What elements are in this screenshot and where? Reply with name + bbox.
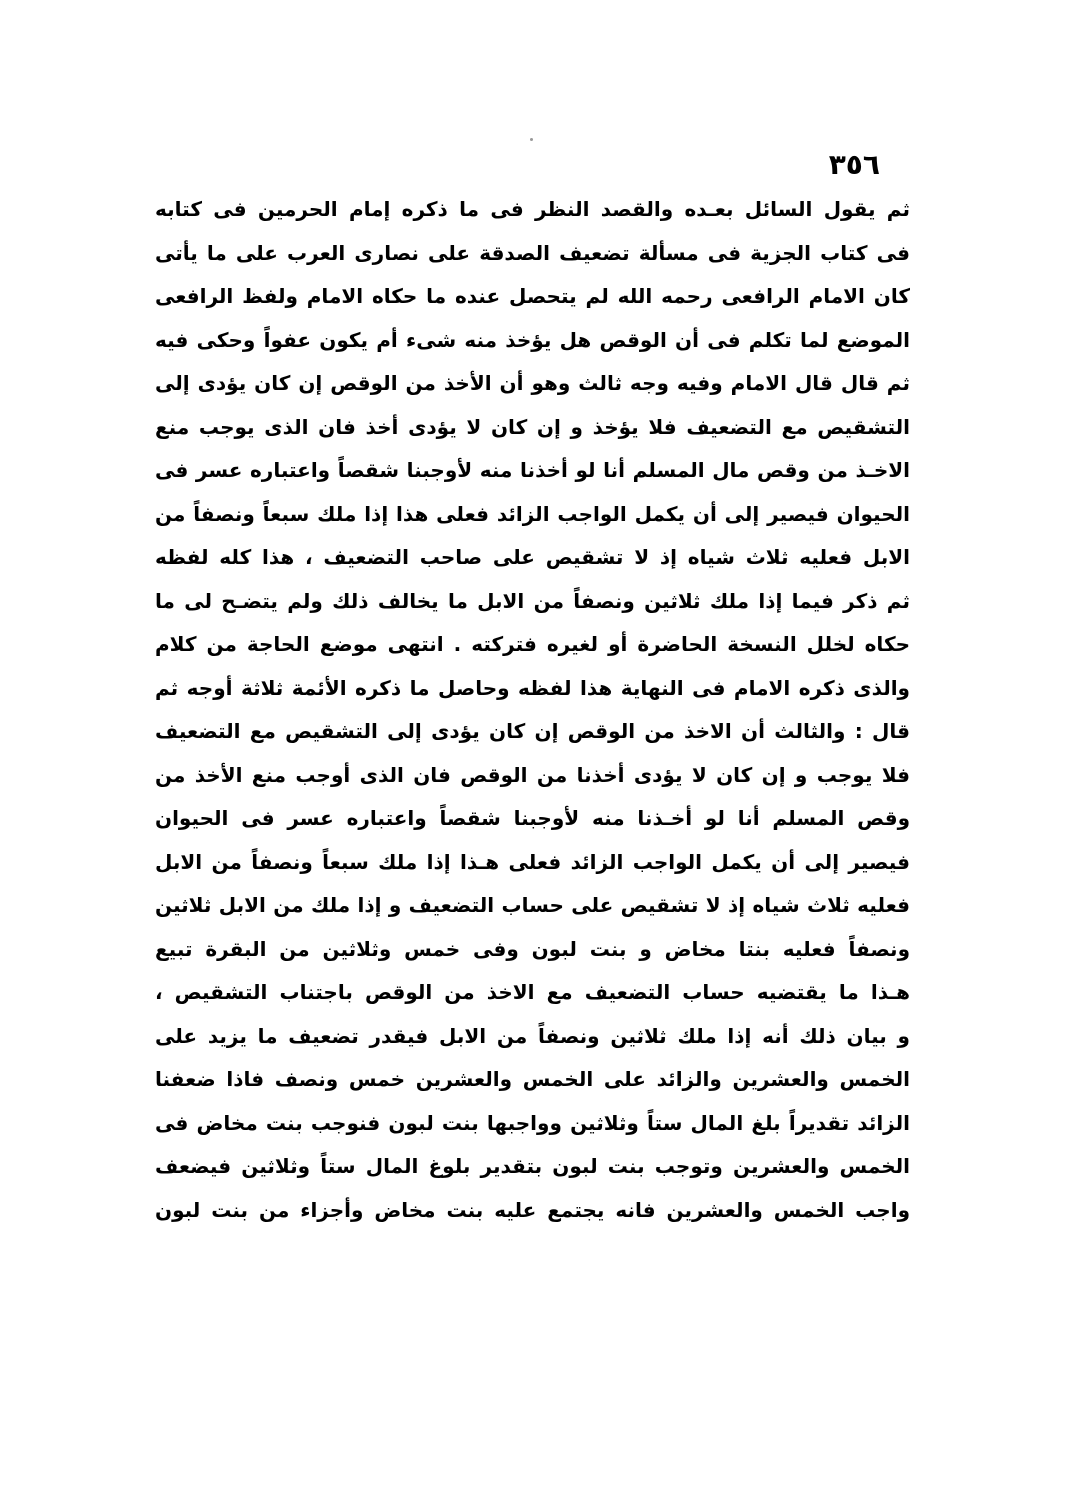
text-line: فى كتاب الجزية فى مسألة تضعيف الصدقة على نصارى العرب على ما يأتى — [155, 240, 910, 265]
scan-speck — [530, 138, 533, 141]
text-line: واجب الخمس والعشرين فانه يجتمع عليه بنت مخاض وأجزاء من بنت لبون — [155, 1197, 910, 1222]
text-line: فعليه ثلاث شياه إذ لا تشقيص على حساب التضعيف و إذا ملك من الابل ثلاثين — [155, 893, 910, 917]
text-line: الاخـذ من وقص مال المسلم أنا لو أخذنا منه لأوجبنا شقصاً واعتباره عسر فى — [155, 458, 910, 482]
text-line: ثم قال قال الامام وفيه وجه ثالث وهو أن الأخذ من الوقص إن كان يؤدى إلى — [155, 371, 910, 395]
page-number: ٣٥٦ — [828, 148, 880, 181]
text-line: الخمس والعشرين وتوجب بنت لبون بتقدير بلوغ المال ستاً وثلاثين فيضعف — [155, 1154, 910, 1178]
text-line: ثم يقول السائل بعـده والقصد النظر فى ما ذكره إمام الحرمين فى كتابه — [155, 197, 910, 221]
text-line: حكاه لخلل النسخة الحاضرة أو لغيره فتركته . انتهى موضع الحاجة من كلام — [155, 632, 910, 656]
text-line: فيصير إلى أن يكمل الواجب الزائد فعلى هـذا إذا ملك سبعاً ونصفاً من الابل — [155, 849, 910, 874]
text-line: قال : والثالث أن الاخذ من الوقص إن كان يؤدى إلى التشقيص مع التضعيف — [155, 719, 910, 743]
text-line: والذى ذكره الامام فى النهاية هذا لفظه وحاصل ما ذكره الأئمة ثلاثة أوجه ثم — [155, 675, 910, 700]
text-line: التشقيص مع التضعيف فلا يؤخذ و إن كان لا يؤدى أخذ فان الذى يوجب منع — [155, 414, 910, 439]
text-line: و بيان ذلك أنه إذا ملك ثلاثين ونصفاً من الابل فيقدر تضعيف ما يزيد على — [155, 1023, 910, 1048]
text-line: ثم ذكر فيما إذا ملك ثلاثين ونصفاً من الابل ما يخالف ذلك ولم يتضـح لى ما — [155, 588, 910, 613]
text-line: الزائد تقديراً بلغ المال ستاً وثلاثين وواجبها بنت لبون فنوجب بنت مخاض فى — [155, 1110, 910, 1135]
text-line: فلا يوجب و إن كان لا يؤدى أخذنا من الوقص فان الذى أوجب منع الأخذ من — [155, 762, 910, 787]
text-line: الابل فعليه ثلاث شياه إذ لا تشقيص على صاحب التضعيف ، هذا كله لفظه — [155, 545, 910, 569]
body-text — [155, 188, 910, 1232]
text-line: الحيوان فيصير إلى أن يكمل الواجب الزائد فعلى هذا إذا ملك سبعاً ونصفاً من — [155, 501, 910, 526]
text-line: وقص المسلم أنا لو أخـذنا منه لأوجبنا شقصاً واعتباره عسر فى الحيوان — [155, 806, 910, 830]
text-line: هـذا ما يقتضيه حساب التضعيف مع الاخذ من الوقص باجتناب التشقيص ، — [155, 980, 910, 1004]
text-line: كان الامام الرافعى رحمه الله لم يتحصل عنده ما حكاه الامام ولفظ الرافعى — [155, 284, 910, 308]
text-line: الموضع لما تكلم فى أن الوقص هل يؤخذ منه شىء أم يكون عفواً وحكى فيه — [155, 327, 910, 352]
text-line: ونصفاً فعليه بنتا مخاض و بنت لبون وفى خمس وثلاثين من البقرة تبيع — [155, 936, 910, 961]
text-line: الخمس والعشرين والزائد على الخمس والعشرين خمس ونصف فاذا ضعفنا — [155, 1067, 910, 1091]
